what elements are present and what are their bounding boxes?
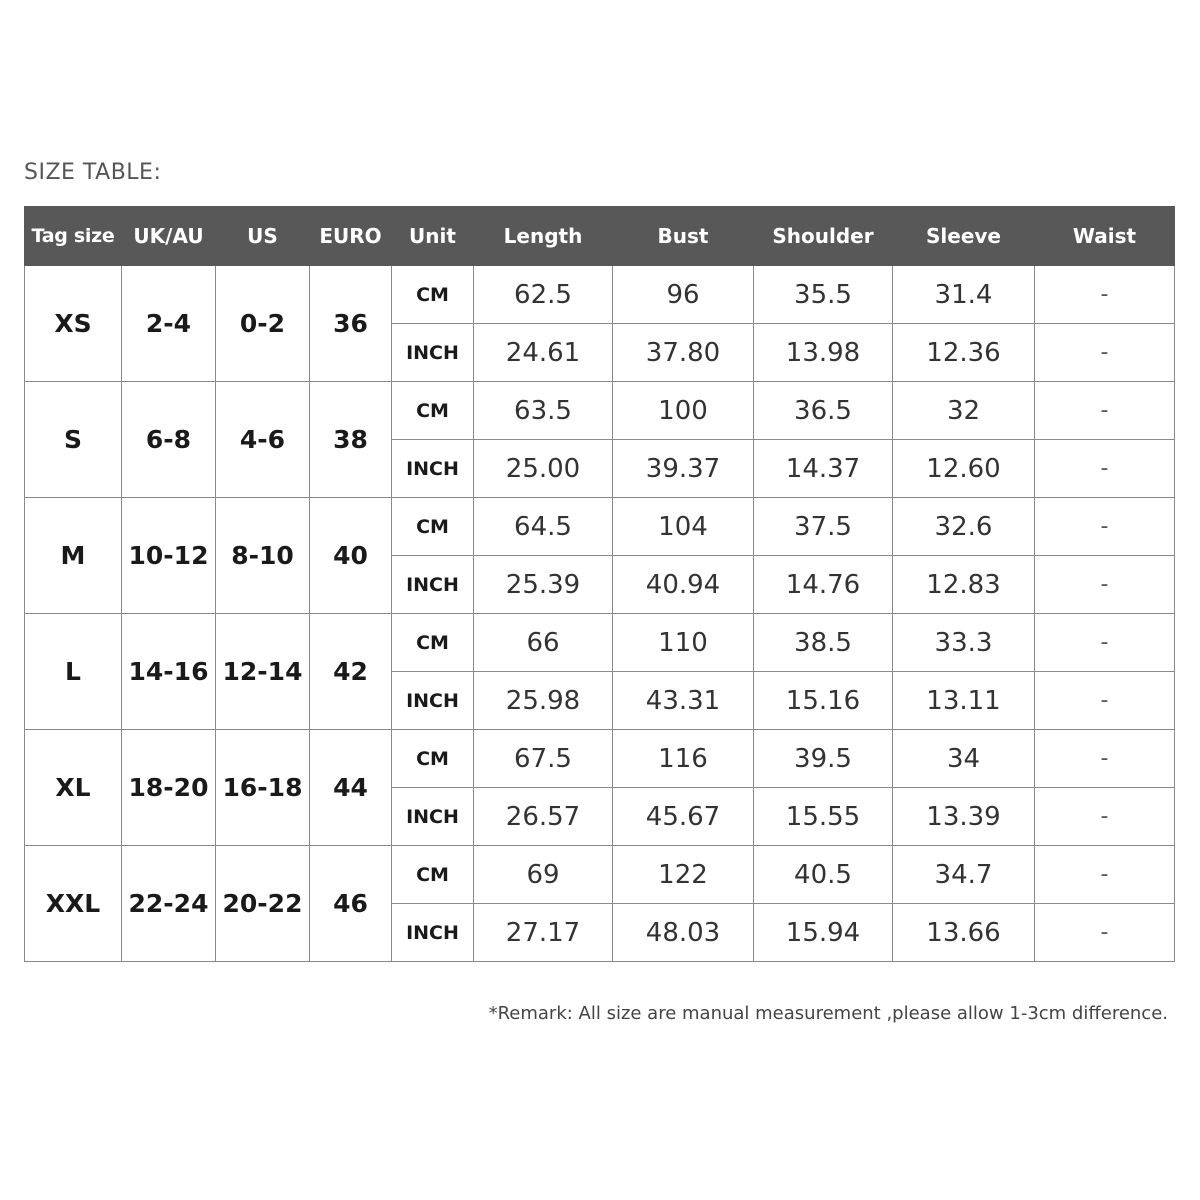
length-cell: 62.5: [474, 266, 613, 324]
unit-cell: INCH: [392, 556, 474, 614]
sleeve-cell: 13.66: [893, 904, 1035, 962]
table-body: [25, 266, 1175, 962]
waist-cell: -: [1035, 382, 1175, 440]
shoulder-cell: 36.5: [754, 382, 893, 440]
remark-note: *Remark: All size are manual measurement ,please allow 1-3cm difference.: [488, 1003, 1168, 1024]
shoulder-cell: 39.5: [754, 730, 893, 788]
bust-cell: 45.67: [613, 788, 754, 846]
sleeve-cell: 33.3: [893, 614, 1035, 672]
sleeve-cell: 34.7: [893, 846, 1035, 904]
unit-cell: INCH: [392, 324, 474, 382]
uk-au-cell: 22-24: [122, 846, 216, 962]
table-row: [25, 266, 1175, 324]
table-row: [25, 614, 1175, 672]
shoulder-cell: 35.5: [754, 266, 893, 324]
bust-cell: 122: [613, 846, 754, 904]
euro-size-cell: 38: [310, 382, 392, 498]
uk-au-cell: 2-4: [122, 266, 216, 382]
us-size-cell: 16-18: [216, 730, 310, 846]
uk-au-cell: 18-20: [122, 730, 216, 846]
shoulder-cell: 38.5: [754, 614, 893, 672]
length-cell: 63.5: [474, 382, 613, 440]
unit-cell: CM: [392, 266, 474, 324]
waist-cell: -: [1035, 846, 1175, 904]
euro-size-cell: 42: [310, 614, 392, 730]
header-tag-size: Tag size: [25, 207, 122, 266]
bust-cell: 104: [613, 498, 754, 556]
header-bust: Bust: [613, 207, 754, 266]
waist-cell: -: [1035, 788, 1175, 846]
shoulder-cell: 40.5: [754, 846, 893, 904]
unit-cell: INCH: [392, 788, 474, 846]
waist-cell: -: [1035, 440, 1175, 498]
sleeve-cell: 34: [893, 730, 1035, 788]
uk-au-cell: 14-16: [122, 614, 216, 730]
header-uk-au: UK/AU: [122, 207, 216, 266]
sleeve-cell: 32: [893, 382, 1035, 440]
header-sleeve: Sleeve: [893, 207, 1035, 266]
length-cell: 66: [474, 614, 613, 672]
waist-cell: -: [1035, 614, 1175, 672]
waist-cell: -: [1035, 672, 1175, 730]
length-cell: 25.39: [474, 556, 613, 614]
unit-cell: CM: [392, 382, 474, 440]
tag-size-cell: XXL: [25, 846, 122, 962]
bust-cell: 48.03: [613, 904, 754, 962]
length-cell: 26.57: [474, 788, 613, 846]
header-euro: EURO: [310, 207, 392, 266]
us-size-cell: 8-10: [216, 498, 310, 614]
sleeve-cell: 32.6: [893, 498, 1035, 556]
us-size-cell: 0-2: [216, 266, 310, 382]
bust-cell: 96: [613, 266, 754, 324]
shoulder-cell: 15.55: [754, 788, 893, 846]
tag-size-cell: M: [25, 498, 122, 614]
unit-cell: CM: [392, 614, 474, 672]
shoulder-cell: 14.37: [754, 440, 893, 498]
waist-cell: -: [1035, 730, 1175, 788]
bust-cell: 43.31: [613, 672, 754, 730]
sleeve-cell: 13.39: [893, 788, 1035, 846]
tag-size-cell: S: [25, 382, 122, 498]
size-table-title: SIZE TABLE:: [24, 160, 162, 185]
sleeve-cell: 31.4: [893, 266, 1035, 324]
header-waist: Waist: [1035, 207, 1175, 266]
sleeve-cell: 12.36: [893, 324, 1035, 382]
sleeve-cell: 13.11: [893, 672, 1035, 730]
uk-au-cell: 6-8: [122, 382, 216, 498]
length-cell: 25.98: [474, 672, 613, 730]
table-row: [25, 730, 1175, 788]
unit-cell: CM: [392, 498, 474, 556]
length-cell: 24.61: [474, 324, 613, 382]
tag-size-cell: XL: [25, 730, 122, 846]
us-size-cell: 12-14: [216, 614, 310, 730]
bust-cell: 116: [613, 730, 754, 788]
table-row: [25, 846, 1175, 904]
euro-size-cell: 40: [310, 498, 392, 614]
header-unit: Unit: [392, 207, 474, 266]
bust-cell: 39.37: [613, 440, 754, 498]
header-length: Length: [474, 207, 613, 266]
us-size-cell: 4-6: [216, 382, 310, 498]
shoulder-cell: 14.76: [754, 556, 893, 614]
table-row: [25, 382, 1175, 440]
length-cell: 25.00: [474, 440, 613, 498]
sleeve-cell: 12.83: [893, 556, 1035, 614]
bust-cell: 40.94: [613, 556, 754, 614]
unit-cell: INCH: [392, 440, 474, 498]
uk-au-cell: 10-12: [122, 498, 216, 614]
waist-cell: -: [1035, 498, 1175, 556]
length-cell: 69: [474, 846, 613, 904]
unit-cell: CM: [392, 730, 474, 788]
euro-size-cell: 36: [310, 266, 392, 382]
tag-size-cell: L: [25, 614, 122, 730]
waist-cell: -: [1035, 904, 1175, 962]
tag-size-cell: XS: [25, 266, 122, 382]
waist-cell: -: [1035, 556, 1175, 614]
bust-cell: 100: [613, 382, 754, 440]
euro-size-cell: 46: [310, 846, 392, 962]
waist-cell: -: [1035, 266, 1175, 324]
bust-cell: 110: [613, 614, 754, 672]
header-shoulder: Shoulder: [754, 207, 893, 266]
length-cell: 64.5: [474, 498, 613, 556]
shoulder-cell: 13.98: [754, 324, 893, 382]
us-size-cell: 20-22: [216, 846, 310, 962]
unit-cell: INCH: [392, 672, 474, 730]
shoulder-cell: 15.16: [754, 672, 893, 730]
sleeve-cell: 12.60: [893, 440, 1035, 498]
shoulder-cell: 15.94: [754, 904, 893, 962]
shoulder-cell: 37.5: [754, 498, 893, 556]
size-table: [24, 206, 1175, 962]
table-header-row: [25, 207, 1175, 266]
unit-cell: CM: [392, 846, 474, 904]
header-us: US: [216, 207, 310, 266]
waist-cell: -: [1035, 324, 1175, 382]
length-cell: 27.17: [474, 904, 613, 962]
length-cell: 67.5: [474, 730, 613, 788]
unit-cell: INCH: [392, 904, 474, 962]
euro-size-cell: 44: [310, 730, 392, 846]
table-row: [25, 498, 1175, 556]
bust-cell: 37.80: [613, 324, 754, 382]
